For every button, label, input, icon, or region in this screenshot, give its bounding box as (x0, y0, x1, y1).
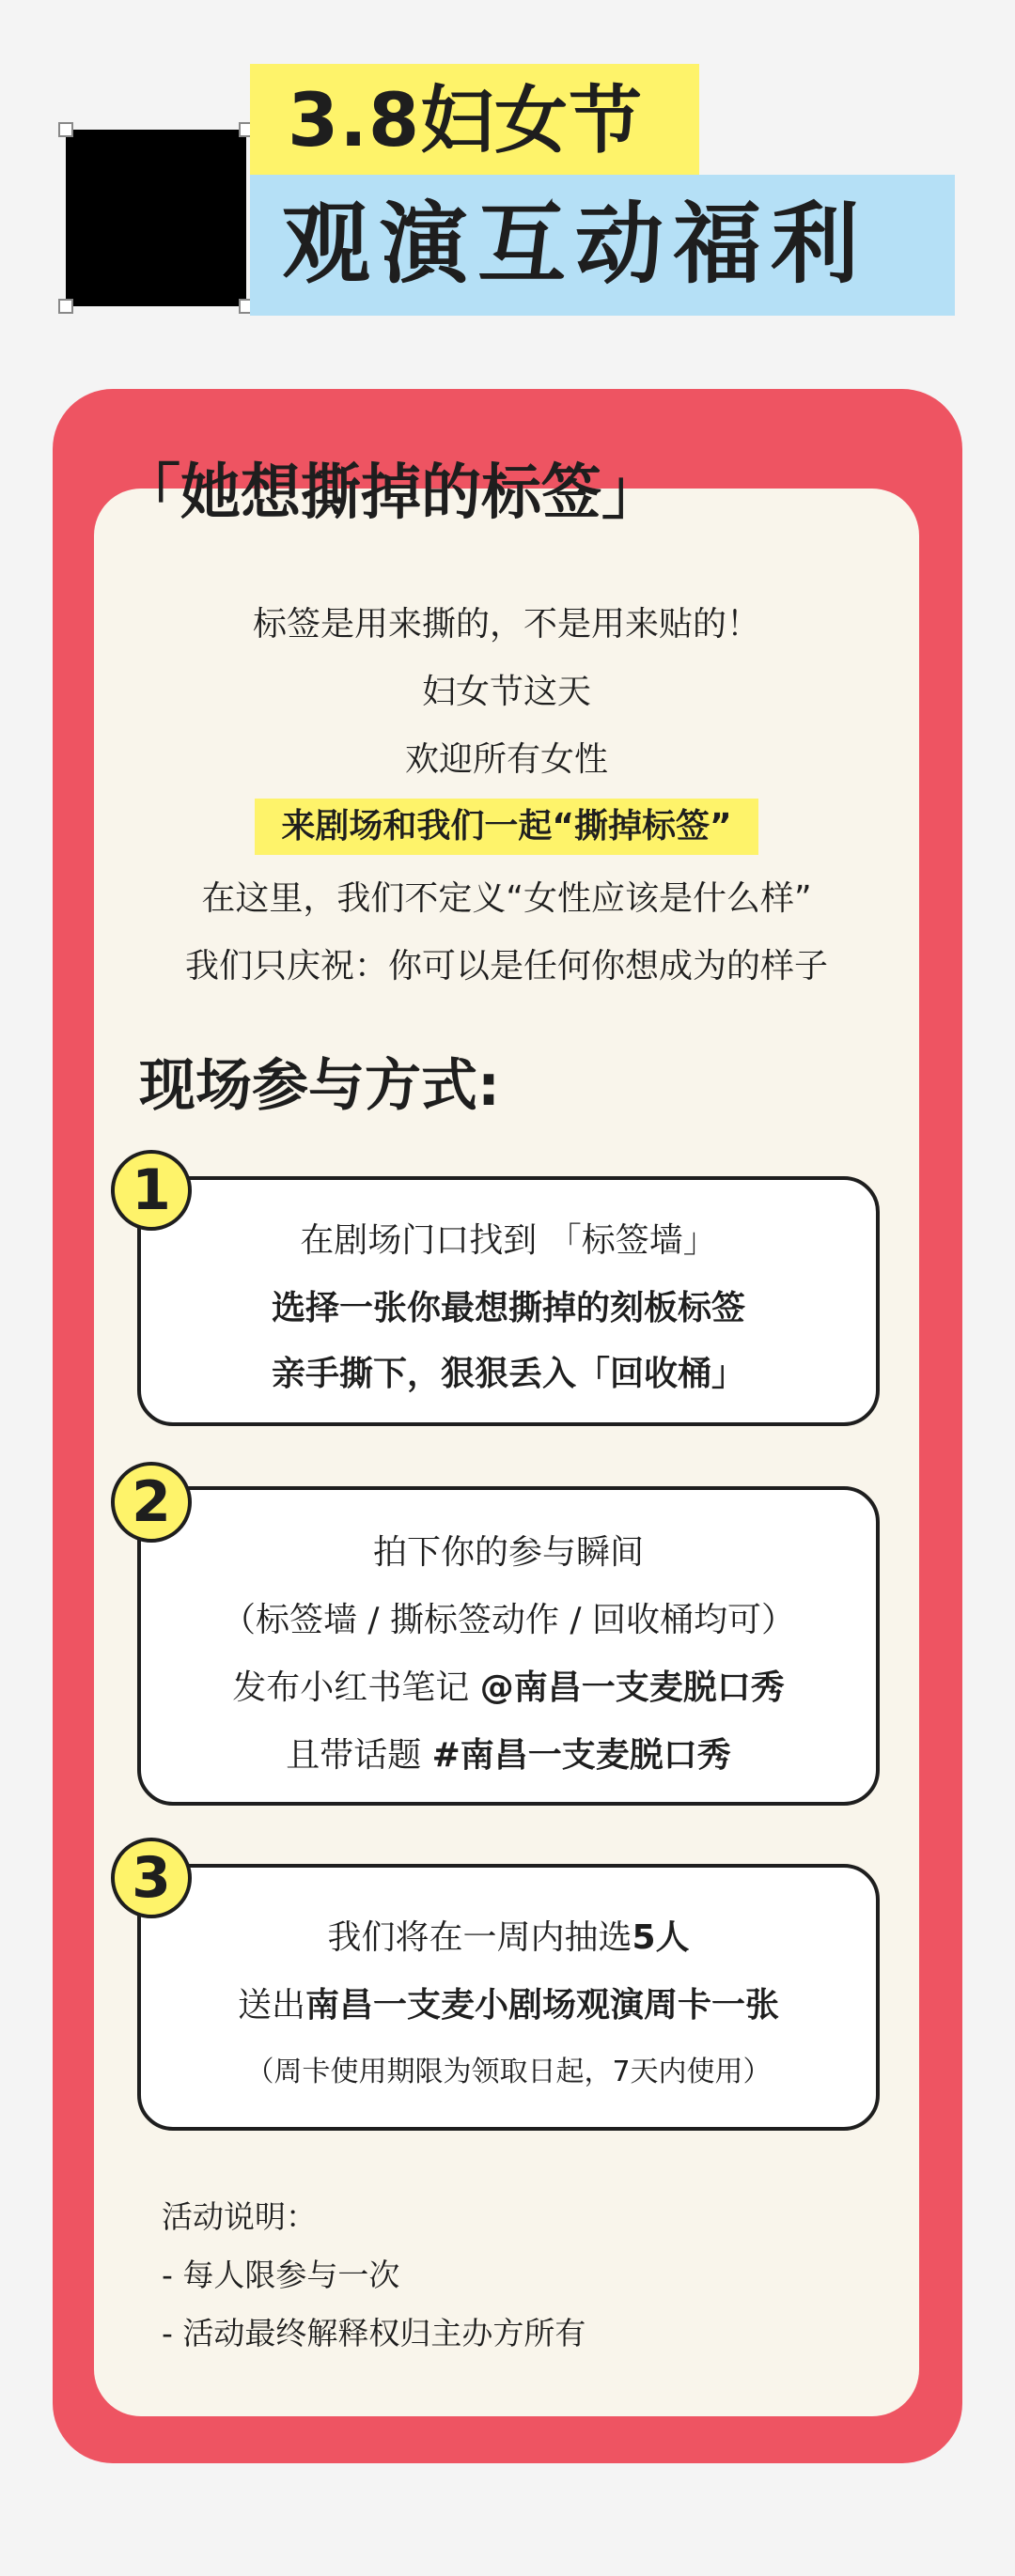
notes-item-1: - 每人限参与一次 (162, 2257, 400, 2293)
step-3-card (137, 1864, 880, 2131)
title-line-2: 观演互动福利 (250, 175, 955, 316)
resize-handle-bottom-left[interactable] (58, 299, 73, 314)
intro-highlight: 来剧场和我们一起“撕掉标签” (255, 799, 757, 855)
step-3-number-badge: 3 (111, 1838, 192, 1918)
step-3-prize: 南昌一支麦小剧场观演周卡一张 (305, 1986, 780, 2025)
step-3-line-1-text: 我们将在一周内抽选 (327, 1918, 632, 1957)
logo-placeholder (66, 130, 246, 306)
step-2-line-3 (141, 1661, 876, 1709)
section-title: 「她想撕掉的标签」 (120, 458, 662, 528)
intro-line-3: 欢迎所有女性 (404, 740, 608, 779)
step-3-winner-count: 5人 (632, 1918, 690, 1957)
intro-line-2: 妇女节这天 (421, 673, 591, 711)
participate-title: 现场参与方式: (139, 1053, 500, 1119)
step-1-card (137, 1176, 880, 1426)
step-3-line-3: （周卡使用期限为领取日起，7天内使用） (245, 2056, 772, 2088)
step-2-card (137, 1486, 880, 1806)
step-3-line-2 (141, 1979, 876, 2026)
step-1-line-1: 在剧场门口找到 「标签墙」 (300, 1221, 717, 1260)
step-1-line-2: 选择一张你最想撕掉的刻板标签 (271, 1289, 745, 1327)
step-3-line-1 (141, 1911, 876, 1959)
intro-line-6: 我们只庆祝：你可以是任何你想成为的样子 (184, 947, 828, 985)
step-2-line-1: 拍下你的参与瞬间 (372, 1533, 644, 1572)
resize-handle-top-left[interactable] (58, 122, 73, 137)
step-1-number-badge: 1 (111, 1150, 192, 1231)
step-2-number-badge: 2 (111, 1462, 192, 1543)
step-2-line-3-text: 发布小红书笔记 (232, 1668, 480, 1707)
intro-line-5: 在这里，我们不定义“女性应该是什么样” (201, 879, 812, 918)
notes-title: 活动说明： (162, 2198, 317, 2235)
step-2-line-4 (141, 1729, 876, 1777)
step-3-line-2-text: 送出 (237, 1986, 305, 2025)
step-2-line-4-text: 且带话题 (286, 1736, 432, 1775)
step-2-hashtag: #南昌一支麦脱口秀 (431, 1736, 731, 1775)
intro-line-1: 标签是用来撕的，不是用来贴的！ (252, 605, 760, 644)
step-1-line-3: 亲手撕下，狠狠丢入「回收桶」 (271, 1355, 745, 1393)
step-2-mention: @南昌一支麦脱口秀 (479, 1668, 785, 1707)
step-2-line-2: （标签墙 / 撕标签动作 / 回收桶均可） (221, 1601, 796, 1639)
title-line-1: 3.8妇女节 (250, 64, 699, 178)
intro-highlight-row (94, 799, 919, 855)
notes-item-2: - 活动最终解释权归主办方所有 (162, 2315, 586, 2351)
